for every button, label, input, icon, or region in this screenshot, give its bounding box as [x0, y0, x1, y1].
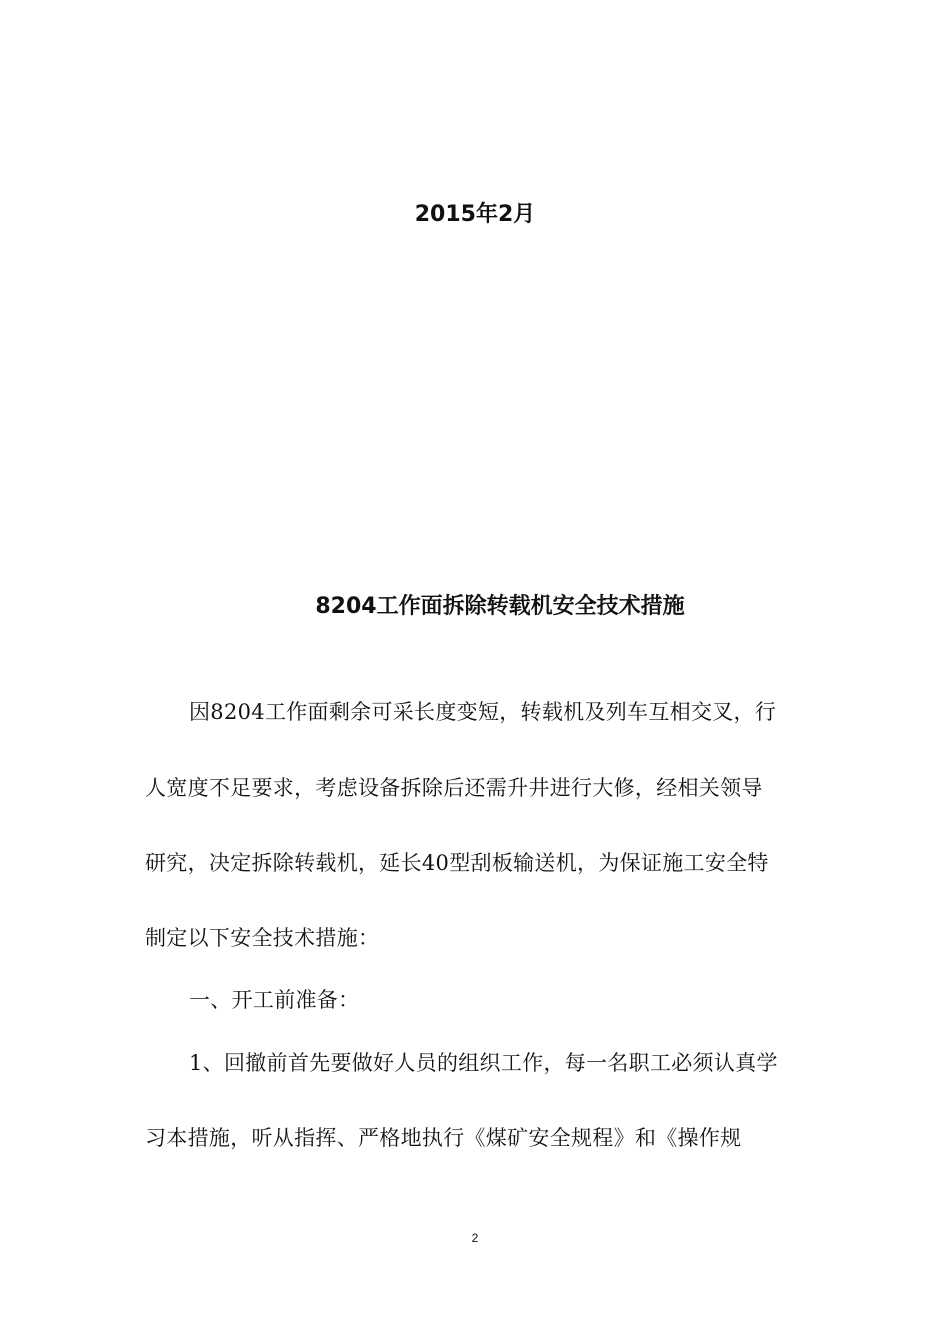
document-date: 2015年2月	[414, 202, 536, 227]
document-title: 8204工作面拆除转载机安全技术措施	[315, 594, 685, 619]
body-line: 因8204工作面剩余可采长度变短，转载机及列车互相交叉，行	[189, 700, 777, 724]
body-line: 习本措施，听从指挥、严格地执行《煤矿安全规程》和《操作规	[145, 1126, 742, 1150]
body-line: 1、回撤前首先要做好人员的组织工作，每一名职工必须认真学	[189, 1051, 778, 1075]
section-heading: 一、开工前准备：	[189, 988, 360, 1012]
body-line: 研究，决定拆除转载机，延长40型刮板输送机，为保证施工安全特	[145, 851, 769, 875]
body-line: 制定以下安全技术措施：	[145, 926, 380, 950]
body-line: 人宽度不足要求，考虑设备拆除后还需升井进行大修，经相关领导	[145, 776, 763, 800]
page-number: 2	[471, 1231, 479, 1245]
